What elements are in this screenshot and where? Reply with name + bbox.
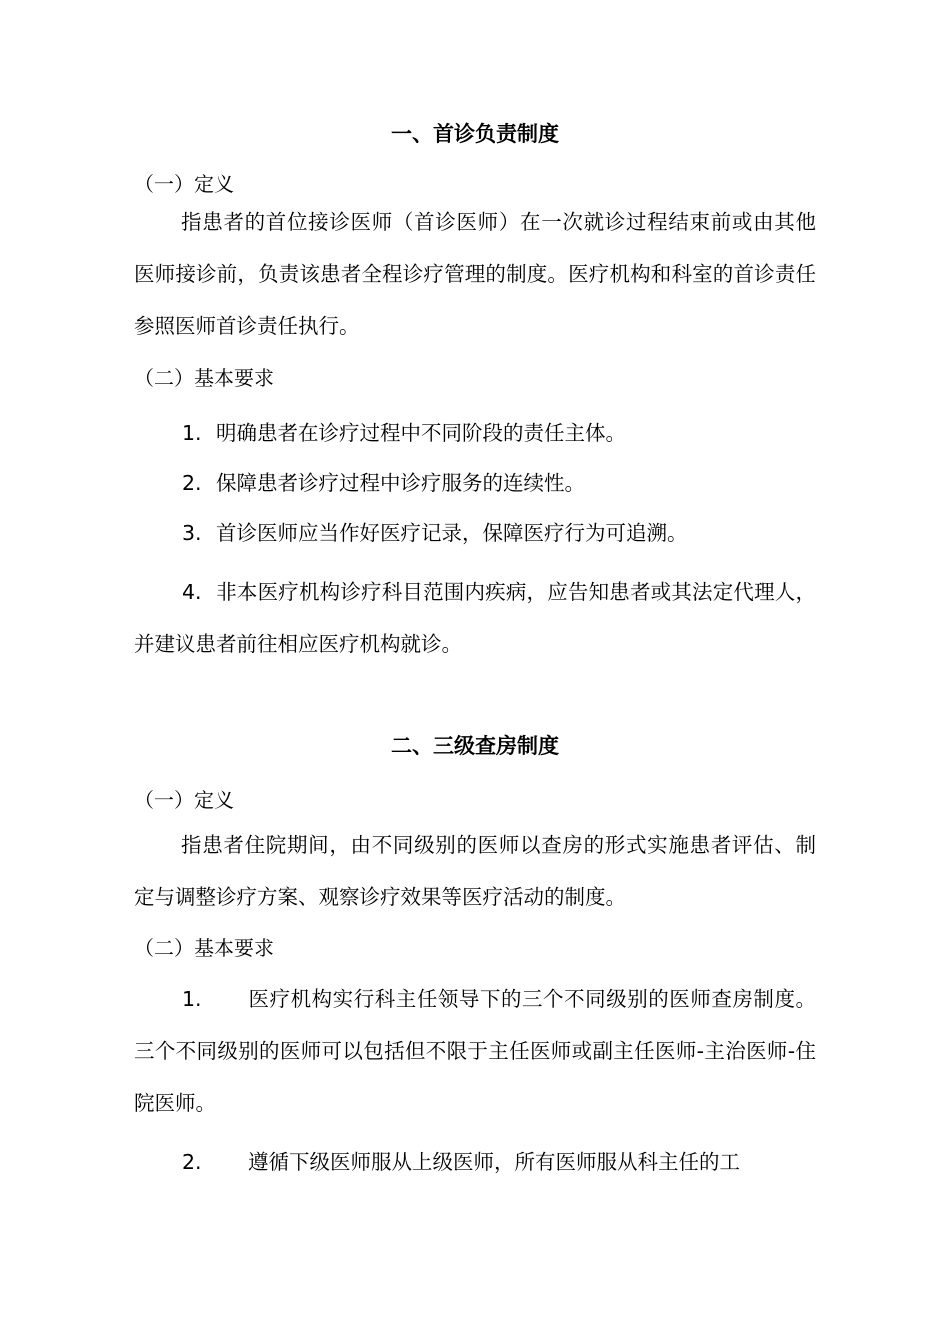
section-1-title: 一、首诊负责制度 <box>391 122 559 146</box>
item-number: 1. <box>182 421 202 445</box>
section-1-requirement-item <box>182 466 585 496</box>
section-1-requirement-item <box>134 566 816 670</box>
item-text: 遵循下级医师服从上级医师，所有医师服从科主任的工 <box>248 1150 740 1174</box>
item-text: 非本医疗机构诊疗科目范围内疾病，应告知患者或其法定代理人，并建议患者前往相应医疗机构就诊。 <box>134 580 816 656</box>
item-text: 医疗机构实行科主任领导下的三个不同级别的医师查房制度。三个不同级别的医师可以包括但不限于主任医师或副主任医师-主治医师-住院医师。 <box>134 987 816 1115</box>
item-number: 4. <box>182 580 202 604</box>
item-text: 明确患者在诊疗过程中不同阶段的责任主体。 <box>216 421 626 445</box>
item-number: 2. <box>182 1150 202 1174</box>
section-2-requirement-item <box>182 1145 740 1175</box>
section-1-requirements-heading: （二）基本要求 <box>134 366 274 390</box>
section-2-definition-heading: （一）定义 <box>134 788 234 812</box>
section-2-definition-text: 指患者住院期间，由不同级别的医师以查房的形式实施患者评估、制定与调整诊疗方案、观察诊疗效果等医疗活动的制度。 <box>134 833 816 909</box>
item-number: 1. <box>182 987 202 1011</box>
section-2-requirements-heading: （二）基本要求 <box>134 936 274 960</box>
section-1-definition-text: 指患者的首位接诊医师（首诊医师）在一次就诊过程结束前或由其他医师接诊前，负责该患者全程诊疗管理的制度。医疗机构和科室的首诊责任参照医师首诊责任执行。 <box>134 210 816 338</box>
item-text: 保障患者诊疗过程中诊疗服务的连续性。 <box>216 471 585 495</box>
section-2-title: 二、三级查房制度 <box>391 734 559 758</box>
item-number: 3. <box>182 521 202 545</box>
section-1-definition-heading: （一）定义 <box>134 172 234 196</box>
section-1-requirement-item <box>182 416 626 446</box>
item-text: 首诊医师应当作好医疗记录，保障医疗行为可追溯。 <box>216 521 688 545</box>
section-2-requirement-item <box>134 973 816 1129</box>
item-number: 2. <box>182 471 202 495</box>
section-1-requirement-item <box>182 516 688 546</box>
